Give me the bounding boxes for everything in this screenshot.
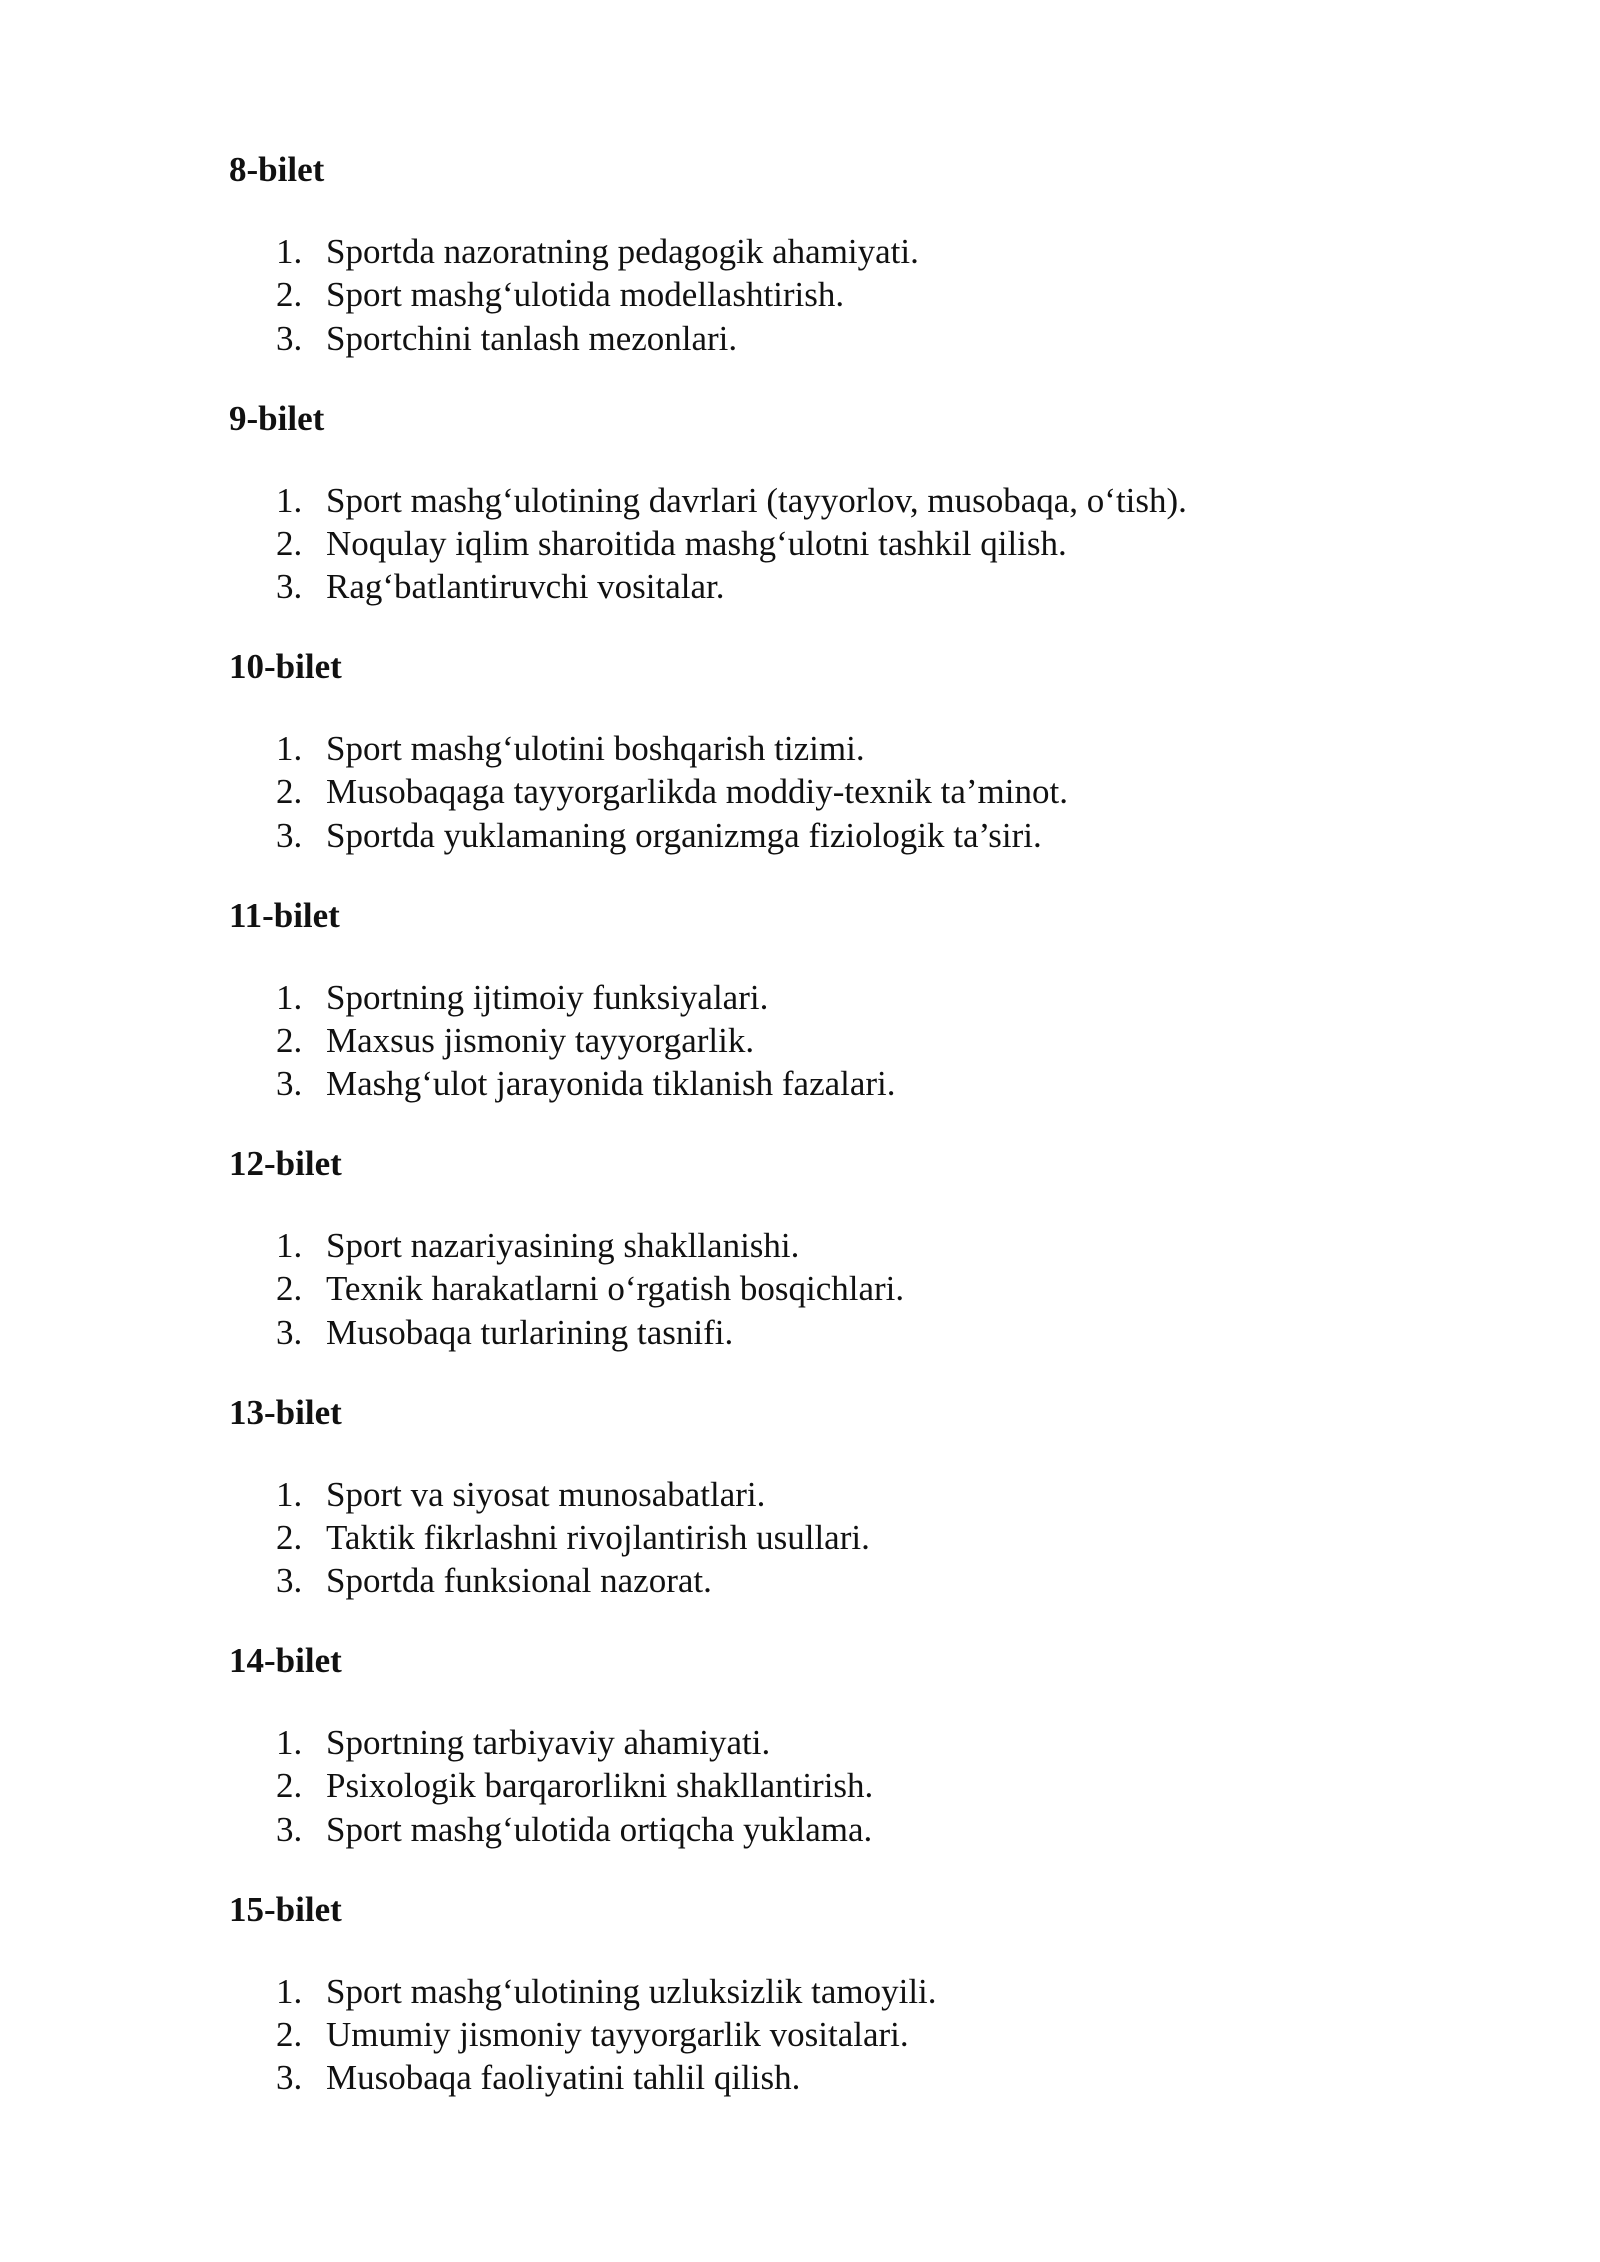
ticket-section	[229, 1142, 1429, 1391]
question-text: Sport nazariyasining shakllanishi.	[326, 1226, 800, 1265]
question-number: 2.	[276, 275, 303, 315]
ticket-title: 8-bilet	[229, 150, 325, 189]
question-item	[229, 1970, 937, 2013]
question-text: Maxsus jismoniy tayyorgarlik.	[326, 1020, 755, 1060]
question-number: 2.	[276, 1517, 303, 1557]
question-item	[229, 479, 1187, 522]
question-text: Sportda yuklamaning organizmga fiziologik ta’siri.	[326, 815, 1042, 855]
question-text: Sportchini tanlash mezonlari.	[326, 318, 738, 358]
question-item	[229, 2013, 937, 2056]
question-item	[229, 522, 1187, 565]
question-item	[229, 1516, 870, 1559]
question-number: 2.	[276, 523, 303, 563]
question-list	[229, 230, 919, 360]
question-text: Rag‘batlantiruvchi vositalar.	[326, 567, 725, 607]
question-text: Taktik fikrlashni rivojlantirish usullari.	[326, 1517, 870, 1557]
question-text: Noqulay iqlim sharoitida mashg‘ulotni tashkil qilish.	[326, 523, 1067, 563]
question-item	[229, 1062, 896, 1105]
question-number: 1.	[276, 232, 303, 271]
question-text: Musobaqa faoliyatini tahlil qilish.	[326, 2058, 801, 2098]
question-number: 3.	[276, 318, 303, 358]
question-number: 1.	[276, 1226, 303, 1265]
question-text: Sportda nazoratning pedagogik ahamiyati.	[326, 232, 919, 271]
question-number: 3.	[276, 1312, 303, 1352]
ticket-title: 12-bilet	[229, 1144, 342, 1183]
question-text: Sport mashg‘ulotida ortiqcha yuklama.	[326, 1809, 873, 1849]
question-list	[229, 1224, 904, 1354]
ticket-section	[229, 894, 1429, 1143]
question-number: 1.	[276, 977, 303, 1017]
question-number: 3.	[276, 2058, 303, 2098]
question-item	[229, 727, 1068, 770]
ticket-title: 10-bilet	[229, 647, 342, 686]
question-number: 1.	[276, 1474, 303, 1514]
question-text: Mashg‘ulot jarayonida tiklanish fazalari.	[326, 1064, 896, 1104]
question-text: Musobaqa turlarining tasnifi.	[326, 1312, 734, 1352]
question-text: Sport mashg‘ulotida modellashtirish.	[326, 275, 845, 315]
question-item	[229, 1311, 904, 1354]
question-item	[229, 565, 1187, 608]
question-list	[229, 1970, 937, 2100]
question-item	[229, 1019, 896, 1062]
question-list	[229, 1473, 870, 1603]
question-text: Umumiy jismoniy tayyorgarlik vositalari.	[326, 2014, 909, 2054]
question-item	[229, 2056, 937, 2099]
question-number: 1.	[276, 1971, 303, 2011]
question-text: Sport mashg‘ulotining uzluksizlik tamoyili.	[326, 1971, 937, 2011]
ticket-section	[229, 645, 1429, 894]
ticket-title: 11-bilet	[229, 895, 340, 935]
question-item	[229, 317, 919, 360]
question-list	[229, 976, 896, 1106]
question-number: 1.	[276, 729, 303, 768]
question-item	[229, 1473, 870, 1516]
question-item	[229, 1559, 870, 1602]
question-item	[229, 1808, 873, 1851]
question-text: Sportda funksional nazorat.	[326, 1561, 712, 1601]
ticket-section	[229, 1391, 1429, 1640]
question-item	[229, 1267, 904, 1310]
ticket-title: 13-bilet	[229, 1392, 342, 1432]
question-text: Sport mashg‘ulotini boshqarish tizimi.	[326, 729, 865, 768]
question-list	[229, 1721, 873, 1851]
ticket-section	[229, 1639, 1429, 1888]
question-item	[229, 814, 1068, 857]
ticket-section	[229, 148, 1429, 397]
ticket-section	[229, 397, 1429, 646]
question-number: 2.	[276, 1766, 303, 1806]
question-item	[229, 1224, 904, 1267]
question-number: 1.	[276, 1723, 303, 1762]
question-text: Musobaqaga tayyorgarlikda moddiy-texnik ta’minot.	[326, 772, 1068, 812]
ticket-title: 14-bilet	[229, 1641, 342, 1680]
question-number: 3.	[276, 567, 303, 607]
question-number: 2.	[276, 2014, 303, 2054]
ticket-list	[229, 148, 1429, 2136]
question-text: Sportning tarbiyaviy ahamiyati.	[326, 1723, 771, 1762]
question-number: 1.	[276, 480, 303, 520]
question-number: 2.	[276, 1020, 303, 1060]
question-item	[229, 273, 919, 316]
question-number: 3.	[276, 815, 303, 855]
question-item	[229, 230, 919, 273]
question-number: 2.	[276, 772, 303, 812]
question-text: Sportning ijtimoiy funksiyalari.	[326, 977, 769, 1017]
question-item	[229, 1764, 873, 1807]
question-list	[229, 727, 1068, 857]
question-number: 3.	[276, 1809, 303, 1849]
ticket-title: 9-bilet	[229, 398, 325, 438]
question-item	[229, 1721, 873, 1764]
question-text: Sport mashg‘ulotining davrlari (tayyorlov, musobaqa, o‘tish).	[326, 480, 1187, 520]
question-item	[229, 770, 1068, 813]
question-text: Psixologik barqarorlikni shakllantirish.	[326, 1766, 874, 1806]
ticket-section	[229, 1888, 1429, 2137]
question-number: 2.	[276, 1269, 303, 1309]
question-item	[229, 976, 896, 1019]
question-list	[229, 479, 1187, 609]
question-text: Texnik harakatlarni o‘rgatish bosqichlari.	[326, 1269, 905, 1309]
question-text: Sport va siyosat munosabatlari.	[326, 1474, 766, 1514]
ticket-title: 15-bilet	[229, 1889, 342, 1929]
question-number: 3.	[276, 1561, 303, 1601]
question-number: 3.	[276, 1064, 303, 1104]
